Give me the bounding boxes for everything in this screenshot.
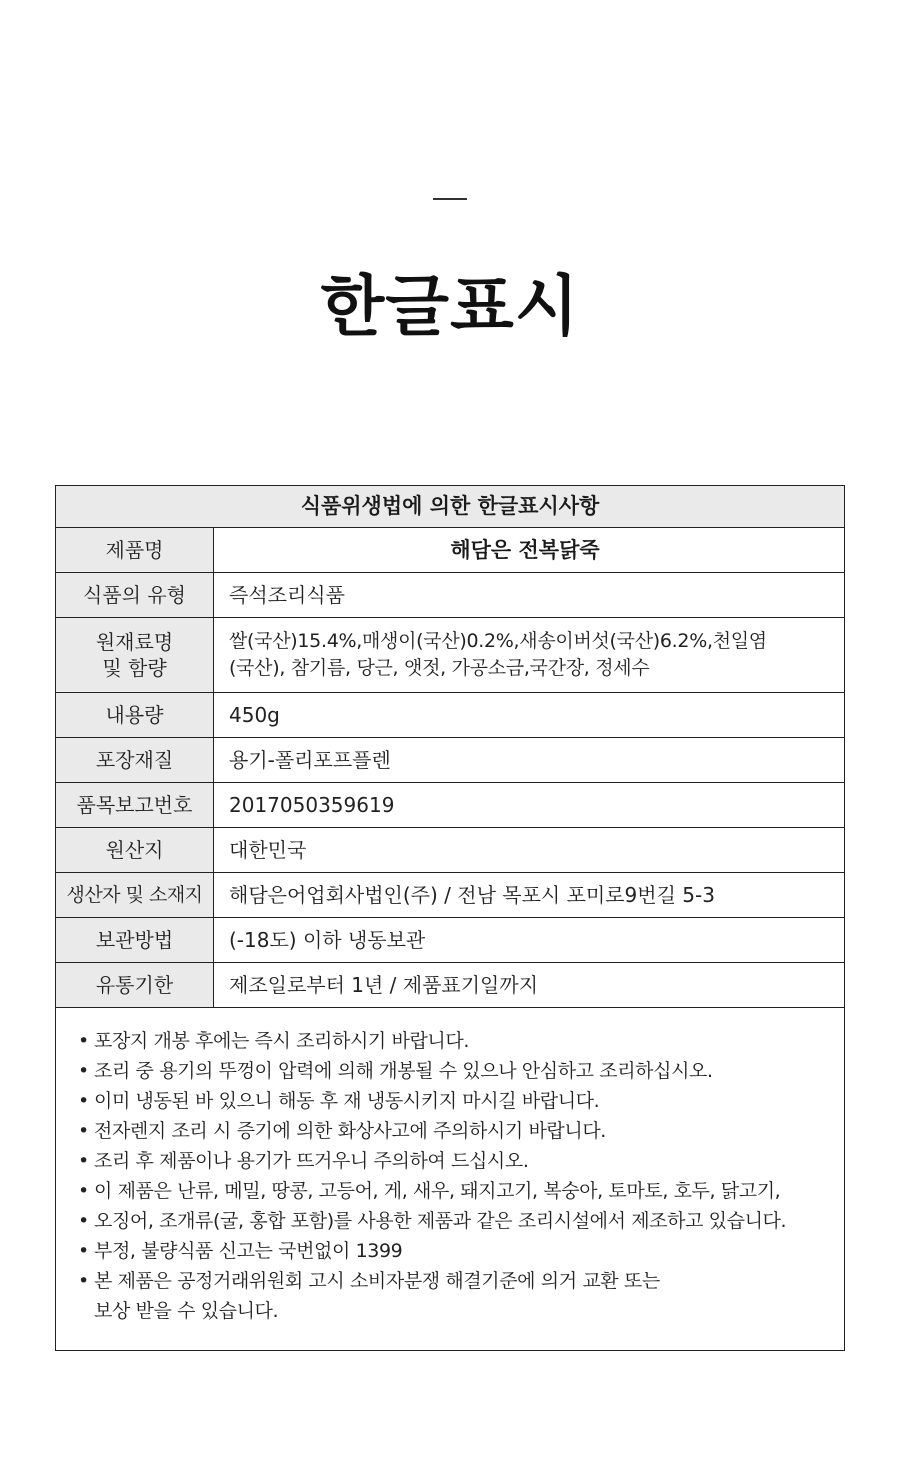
bullet-icon: • (78, 1270, 89, 1292)
row-label: 포장재질 (56, 738, 214, 782)
title-divider-dash (433, 198, 467, 200)
bullet-icon: • (78, 1180, 89, 1202)
list-item: • 포장지 개봉 후에는 즉시 조리하시기 바랍니다. (78, 1026, 848, 1056)
row-label: 보관방법 (56, 918, 214, 962)
notes-list (78, 1026, 848, 1326)
table-row-producer (56, 873, 844, 918)
row-label: 유통기한 (56, 963, 214, 1007)
row-value: 2017050359619 (229, 792, 395, 817)
bullet-icon: • (78, 1120, 89, 1142)
row-value (214, 618, 844, 692)
row-value: 용기-폴리포프플렌 (229, 747, 391, 772)
list-item: • 오징어, 조개류(굴, 홍합 포함)를 사용한 제품과 같은 조리시설에서 제조하고 있습니다. (78, 1206, 848, 1236)
bullet-icon: • (78, 1240, 89, 1262)
row-value: 450g (229, 702, 280, 727)
table-row-packaging (56, 738, 844, 783)
row-value: 해담은어업회사법인(주) / 전남 목포시 포미로9번길 5-3 (229, 882, 715, 907)
ingredients-line-2: (국산), 참기름, 당근, 앳젓, 가공소금,국간장, 정세수 (229, 657, 650, 679)
page-title: 한글표시 (320, 268, 580, 345)
table-row-ingredients (56, 618, 844, 693)
table-row-net-weight (56, 693, 844, 738)
table-row-report-number (56, 783, 844, 828)
row-label: 생산자 및 소재지 (56, 873, 214, 917)
row-label: 원재료명 및 함량 (56, 618, 214, 692)
list-item: • 부정, 불량식품 신고는 국번없이 1399 (78, 1236, 848, 1266)
list-item: • 이 제품은 난류, 메밀, 땅콩, 고등어, 게, 새우, 돼지고기, 복숭아, 토마토, 호두, 닭고기, (78, 1176, 848, 1206)
list-item: • 이미 냉동된 바 있으니 해동 후 재 냉동시키지 마시길 바랍니다. (78, 1086, 848, 1116)
list-item: • 조리 중 용기의 뚜껑이 압력에 의해 개봉될 수 있으나 안심하고 조리하십시오. (78, 1056, 848, 1086)
bullet-icon: • (78, 1060, 89, 1082)
row-label: 제품명 (56, 528, 214, 572)
food-label-table (55, 485, 845, 1351)
list-item: • 조리 후 제품이나 용기가 뜨거우니 주의하여 드십시오. (78, 1146, 848, 1176)
table-row-product-name (56, 528, 844, 573)
row-value: 제조일로부터 1년 / 제품표기일까지 (229, 972, 539, 997)
list-item: • 전자렌지 조리 시 증기에 의한 화상사고에 주의하시기 바랍니다. (78, 1116, 848, 1146)
row-value: 즉석조리식품 (229, 582, 345, 607)
ingredients-line-1: 쌀(국산)15.4%,매생이(국산)0.2%,새송이버섯(국산)6.2%,천일염 (229, 630, 767, 652)
row-value: 대한민국 (229, 837, 307, 862)
row-value: (-18도) 이하 냉동보관 (229, 927, 426, 952)
table-row-storage (56, 918, 844, 963)
table-caption: 식품위생법에 의한 한글표시사항 (56, 486, 844, 528)
row-label: 내용량 (56, 693, 214, 737)
table-row-origin (56, 828, 844, 873)
row-label: 식품의 유형 (56, 573, 214, 617)
row-value: 해담은 전복닭죽 (450, 537, 600, 562)
bullet-icon: • (78, 1210, 89, 1232)
bullet-icon: • (78, 1150, 89, 1172)
row-label: 품목보고번호 (56, 783, 214, 827)
table-row-expiration (56, 963, 844, 1008)
bullet-icon: • (78, 1030, 89, 1052)
list-item: • 본 제품은 공정거래위원회 고시 소비자분쟁 해결기준에 의거 교환 또는 보상 받을 수 있습니다. (78, 1266, 848, 1326)
row-label: 원산지 (56, 828, 214, 872)
table-row-food-type (56, 573, 844, 618)
bullet-icon: • (78, 1090, 89, 1112)
